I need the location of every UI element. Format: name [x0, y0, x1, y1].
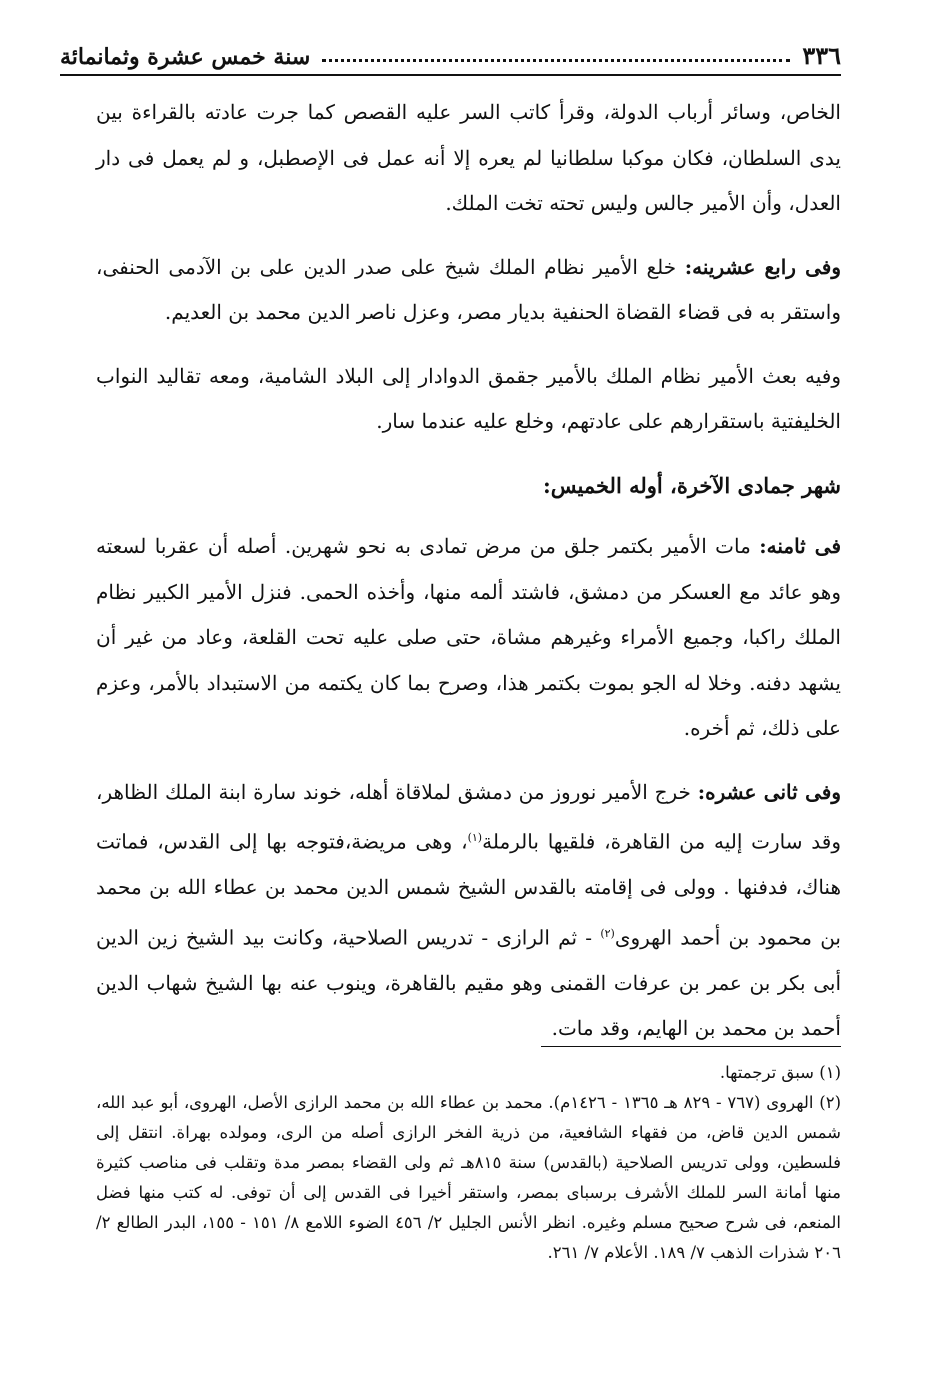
paragraph-4 — [96, 524, 841, 752]
paragraph-2 — [96, 245, 841, 336]
month-heading: شهر جمادى الآخرة، أوله الخميس: — [543, 472, 841, 498]
main-text — [96, 90, 841, 1070]
paragraph-1-text: الخاص، وسائر أرباب الدولة، وقرأ كاتب السر عليه القصص كما جرت عادته بالقراءة بين يدى السلطان، فكان موكبا سلطانيا لم يعره إلا أنه عمل فى الإصطبل، و لم يعمل فى دار العدل، وأن الأمير جالس وليس تحته تخت الملك. — [96, 100, 841, 215]
footnote-1: (١) سبق ترجمتها. — [719, 1063, 841, 1082]
page-header — [60, 36, 841, 76]
paragraph-4-text: مات الأمير بكتمر جلق من مرض تمادى به نحو شهرين. أصله أن عقربا لسعته وهو عائد مع العسكر من دمشق، فاشتد ألمه منها، وأخذه الحمى. فنزل الأمير الكبير نظام الملك راكبا، وجميع الأمراء وغيرهم مشاة، حتى صلى عليه تحت القلعة، وعاد من غير أن يشهد دفنه. وخلا له الجو بموت بكتمر هذا، وصرح بما كان يكتمه من الاستبداد بالأمر، وعزم على ذلك، ثم أخره. — [96, 534, 841, 740]
footnote-ref-2: (٢) — [600, 926, 615, 940]
paragraph-5-lead: وفى ثانى عشره: — [697, 779, 841, 804]
footnotes — [96, 1058, 841, 1268]
paragraph-5-text-a: خرج الأمير نوروز من دمشق لملاقاة أهله، خوند سارة ابنة الملك الظاهر، وقد سارت إليه من القاهرة، فلقيها بالرملة — [96, 779, 841, 854]
footnote-separator — [541, 1046, 841, 1047]
footnote-2: (٢) الهروى (٧٦٧ - ٨٢٩ هـ ١٣٦٥ - ١٤٢٦م). محمد بن عطاء الله بن محمد الرازى الأصل، الهروى، أبو عبد الله، شمس الدين قاض، من فقهاء الشافعية، من ذرية الفخر الرازى أصله من الرى، ومولده بهراة. انتقل إلى فلسطين، وولى تدريس الصلاحية (بالقدس) سنة ٨١٥هـ ثم ولى القضاء بمصر مدة وتقلب فى مناصب كثيرة منها أمانة السر للملك الأشرف برسباى بمصر، واستقر أخيرا فى القدس إلى أن توفى. له كتب منها فضل المنعم، فى شرح صحيح مسلم وغيره. انظر الأنس الجليل ٢/ ٤٥٦ الضوء اللامع ٨/ ١٥١ - ١٥٥، البدر الطالع ٢/ ٢٠٦ شذرات الذهب ٧/ ١٨٩. الأعلام ٧/ ٢٦١. — [96, 1093, 841, 1262]
paragraph-5 — [96, 770, 841, 1052]
paragraph-2-lead: وفى رابع عشرينه: — [684, 254, 842, 279]
header-dot-leader — [322, 59, 790, 62]
footnote-ref-1: (١) — [467, 831, 483, 844]
paragraph-5-text-b: ، وهى مريضة،فتوجه بها إلى القدس، فماتت هناك، فدفنها . وولى فى إقامته بالقدس الشيخ شمس الدين محمد بن عطاء الله بن محمد بن محمود بن أحمد الهروى — [96, 829, 841, 950]
paragraph-2-text: خلع الأمير نظام الملك شيخ على صدر الدين على بن الآدمى الحنفى، واستقر به فى قضاء القضاة الحنفية بديار مصر، وعزل ناصر الدين محمد بن العديم. — [96, 254, 841, 324]
running-title: سنة خمس عشرة وثمانمائة — [60, 44, 311, 70]
paragraph-3-text: وفيه بعث الأمير نظام الملك بالأمير جقمق الدوادار إلى البلاد الشامية، ومعه تقاليد النواب الخليفتية باستقرارهم على عادتهم، وخلع عليه عندما سار. — [96, 363, 841, 433]
paragraph-3 — [96, 354, 841, 445]
paragraph-4-lead: فى ثامنه: — [759, 534, 841, 558]
paragraph-5-text-c: - ثم الرازى - تدريس الصلاحية، وكانت بيد الشيخ زين الدين أبى بكر بن عمر بن عرفات القمنى وهو مقيم بالقاهرة، وينوب عنه بها الشيخ شهاب الدين أحمد بن محمد بن الهايم، وقد مات. — [96, 925, 841, 1041]
page-number: ٣٣٦ — [802, 41, 841, 70]
paragraph-1 — [96, 90, 841, 227]
